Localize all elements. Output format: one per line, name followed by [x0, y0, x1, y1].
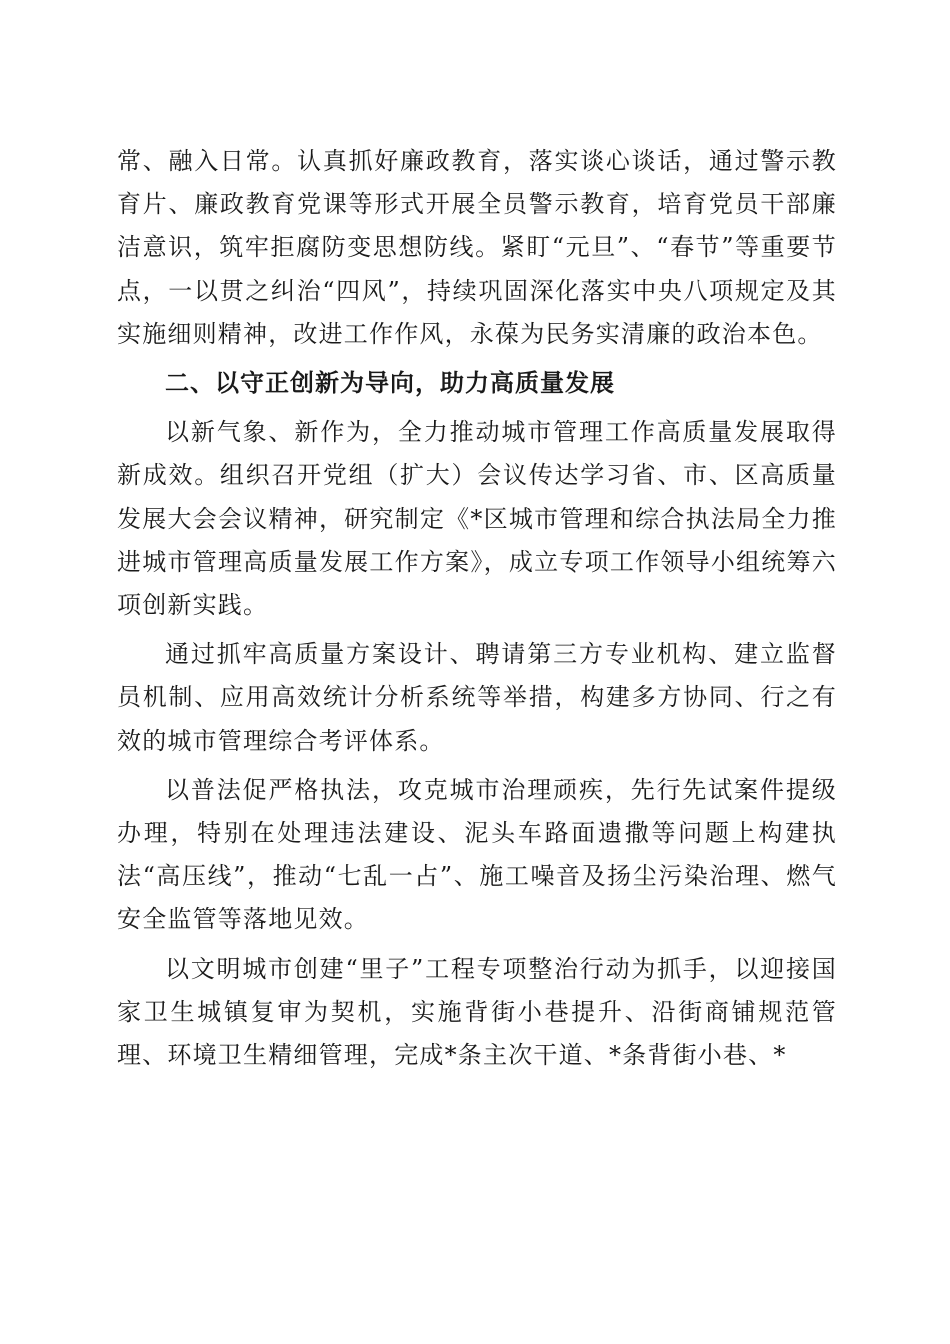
document-body: [117, 140, 837, 1077]
paragraph-law-enforcement: 以普法促严格执法，攻克城市治理顽疾，先行先试案件提级办理，特别在处理违法建设、泥头车路面遗撒等问题上构建执法“高压线”，推动“七乱一占”、施工噪音及扬尘污染治理、燃气安全监管等落地见效。: [117, 775, 837, 934]
paragraph-high-quality-development: 以新气象、新作为，全力推动城市管理工作高质量发展取得新成效。组织召开党组（扩大）会议传达学习省、市、区高质量发展大会会议精神，研究制定《*区城市管理和综合执法局全力推进城市管理高质量发展工作方案》，成立专项工作领导小组统筹六项创新实践。: [117, 418, 837, 620]
paragraph-civilized-city: 以文明城市创建“里子”工程专项整治行动为抓手，以迎接国家卫生城镇复审为契机，实施背街小巷提升、沿街商铺规范管理、环境卫生精细管理，完成*条主次干道、*条背街小巷、*: [117, 954, 837, 1070]
section-heading: 二、以守正创新为导向，助力高质量发展: [165, 369, 615, 398]
paragraph-continued: 常、融入日常。认真抓好廉政教育，落实谈心谈话，通过警示教育片、廉政教育党课等形式开展全员警示教育，培育党员干部廉洁意识，筑牢拒腐防变思想防线。紧盯“元旦”、“春节”等重要节点，一以贯之纠治“四风”，持续巩固深化落实中央八项规定及其实施细则精神，改进工作作风，永葆为民务实清廉的政治本色。: [117, 147, 837, 348]
paragraph-evaluation-system: 通过抓牢高质量方案设计、聘请第三方专业机构、建立监督员机制、应用高效统计分析系统等举措，构建多方协同、行之有效的城市管理综合考评体系。: [117, 640, 837, 755]
